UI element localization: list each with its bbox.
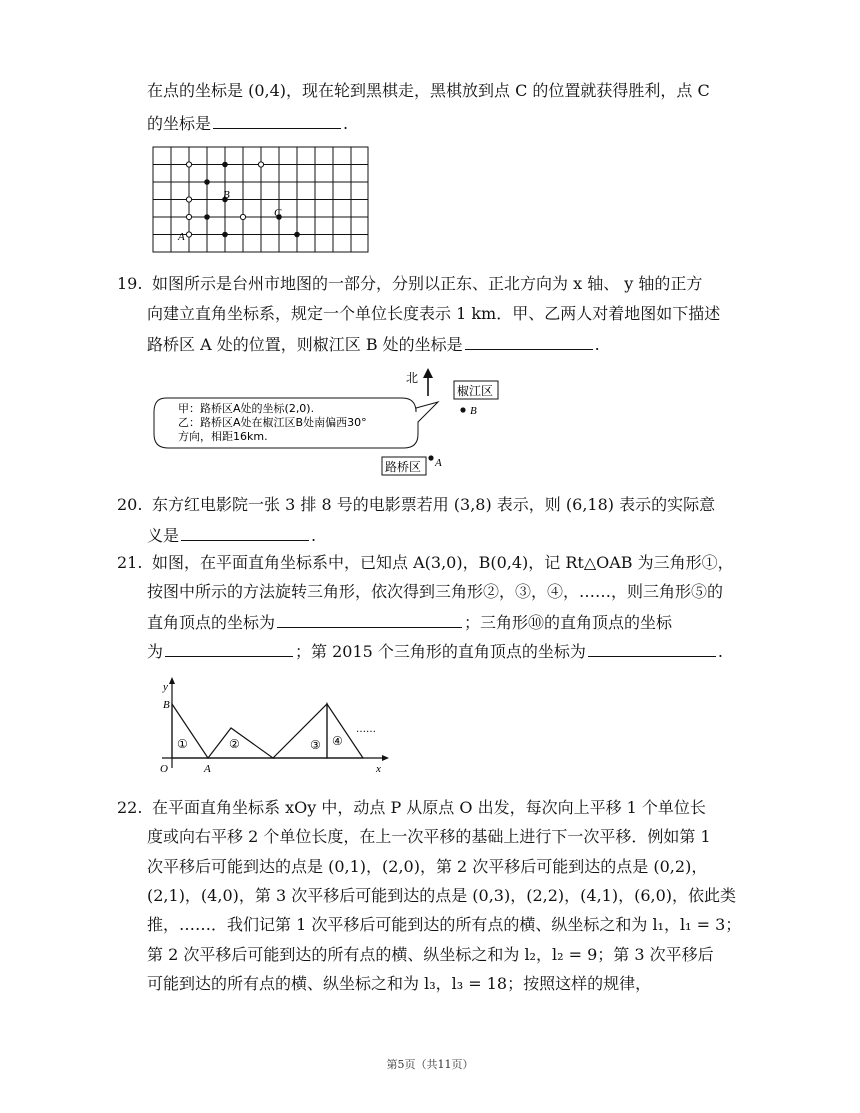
q18-line1: 在点的坐标是 (0,4)，现在轮到黑棋走，黑棋放到点 C 的位置就获得胜利，点 C xyxy=(147,81,710,100)
q18-answer-blank xyxy=(213,110,341,129)
q18-end: . xyxy=(343,114,349,133)
luqiao-label: 路桥区 xyxy=(385,460,422,474)
point-b-dot xyxy=(460,407,465,412)
q19-line1: 如图所示是台州市地图的一部分，分别以正东、正北方向为 x 轴、 y 轴的正方 xyxy=(152,274,703,293)
fig-triangle-2-label: ② xyxy=(229,737,240,751)
q21-line4a: 为 xyxy=(147,642,164,661)
triangles-figure xyxy=(150,676,390,776)
q21-end: . xyxy=(717,642,724,661)
q20-end: . xyxy=(311,526,317,545)
go-label-a: A xyxy=(178,231,185,243)
q22-line7: 可能到达的所有点的横、纵坐标之和为 l₃，l₃ = 18；按照这样的规律， xyxy=(147,974,652,993)
q21-line3a: 直角顶点的坐标为 xyxy=(147,613,276,632)
q22-line4: (2,1)，(4,0)，第 3 次平移后可能到达的点是 (0,3)，(2,2)，(4,1)，(6,0)，依此类 xyxy=(147,886,737,905)
go-board-figure xyxy=(150,145,370,255)
q21-line2: 按图中所示的方法旋转三角形，依次得到三角形②，③，④，……，则三角形⑤的 xyxy=(147,582,724,601)
q21-blank-3 xyxy=(588,638,716,657)
q22-line5: 推，……．我们记第 1 次平移后可能到达的所有点的横、纵坐标之和为 l₁，l₁ = 3； xyxy=(147,915,742,934)
q21-line4b: ；第 2015 个三角形的直角顶点的坐标为 xyxy=(295,642,586,661)
north-arrow-icon xyxy=(423,368,433,378)
bubble-line3: 方向，相距16km. xyxy=(178,430,268,443)
q22-line2: 度或向右平移 2 个单位长度，在上一次平移的基础上进行下一次平移．例如第 1 xyxy=(147,827,711,846)
north-label: 北 xyxy=(406,371,419,385)
fig-triangle-4-label: ④ xyxy=(332,734,343,748)
fig-x-label: x xyxy=(376,763,381,775)
bubble-line1: 甲：路桥区A处的坐标(2,0). xyxy=(178,402,315,415)
q20-line2-text: 义是 xyxy=(147,526,180,545)
point-a-label: A xyxy=(435,457,442,469)
q21-line3 xyxy=(147,609,672,635)
x-axis-arrow-icon xyxy=(382,755,389,761)
q18-line2-text: 的坐标是 xyxy=(147,114,212,133)
q19-number: 19. xyxy=(117,274,143,293)
map-figure xyxy=(148,366,508,478)
fig-ellipsis: …… xyxy=(356,724,376,735)
fig-triangle-3-label: ③ xyxy=(310,738,321,752)
q22-line6: 第 2 次平移后可能到达的所有点的横、纵坐标之和为 l₂，l₂ = 9；第 3 次平移后 xyxy=(147,945,714,964)
fig-b-label: B xyxy=(163,699,170,711)
q19-line2: 向建立直角坐标系，规定一个单位长度表示 1 km．甲、乙两人对着地图如下描述 xyxy=(147,304,721,323)
fig-triangle-1-label: ① xyxy=(177,737,188,751)
y-axis-arrow-icon xyxy=(169,677,175,684)
triangle-2 xyxy=(208,728,273,758)
q21-line3b: ；三角形⑩的直角顶点的坐标 xyxy=(464,613,673,632)
q20-answer-blank xyxy=(181,522,309,541)
point-b-label: B xyxy=(470,405,477,417)
q19-line3 xyxy=(147,331,600,357)
q21-number: 21. xyxy=(117,553,143,572)
q20-line2 xyxy=(147,522,316,548)
q19-end: . xyxy=(594,335,600,354)
q22-line1: 在平面直角坐标系 xOy 中，动点 P 从原点 O 出发，每次向上平移 1 个单位长 xyxy=(152,798,706,817)
q19-answer-blank xyxy=(465,331,593,350)
page-footer: 第5页（共11页） xyxy=(386,1058,474,1071)
fig-a-label: A xyxy=(204,763,211,775)
q20-line1: 东方红电影院一张 3 排 8 号的电影票若用 (3,8) 表示，则 (6,18) 表示的实际意 xyxy=(152,495,716,514)
point-a-dot xyxy=(428,455,433,460)
go-label-b: B xyxy=(223,189,230,201)
q22-line3: 次平移后可能到达的点是 (0,1)，(2,0)，第 2 次平移后可能到达的点是 (0,2)， xyxy=(147,857,708,876)
bubble-line2: 乙：路桥区A处在椒江区B处南偏西30° xyxy=(178,416,367,429)
q18-line2 xyxy=(147,110,348,136)
q21-blank-1 xyxy=(277,609,462,628)
fig-y-label: y xyxy=(163,681,168,693)
jiaojiang-label: 椒江区 xyxy=(457,384,494,398)
go-label-c: C xyxy=(274,207,282,219)
q19-line3-text: 路桥区 A 处的位置，则椒江区 B 处的坐标是 xyxy=(147,335,463,354)
q21-blank-2 xyxy=(165,638,293,657)
q22-number: 22. xyxy=(117,798,143,817)
q21-line1: 如图，在平面直角坐标系中，已知点 A(3,0)，B(0,4)，记 Rt△OAB 为三角形①， xyxy=(152,553,734,572)
fig-o-label: O xyxy=(160,763,168,775)
q21-line4 xyxy=(147,638,723,664)
q20-number: 20. xyxy=(117,495,143,514)
